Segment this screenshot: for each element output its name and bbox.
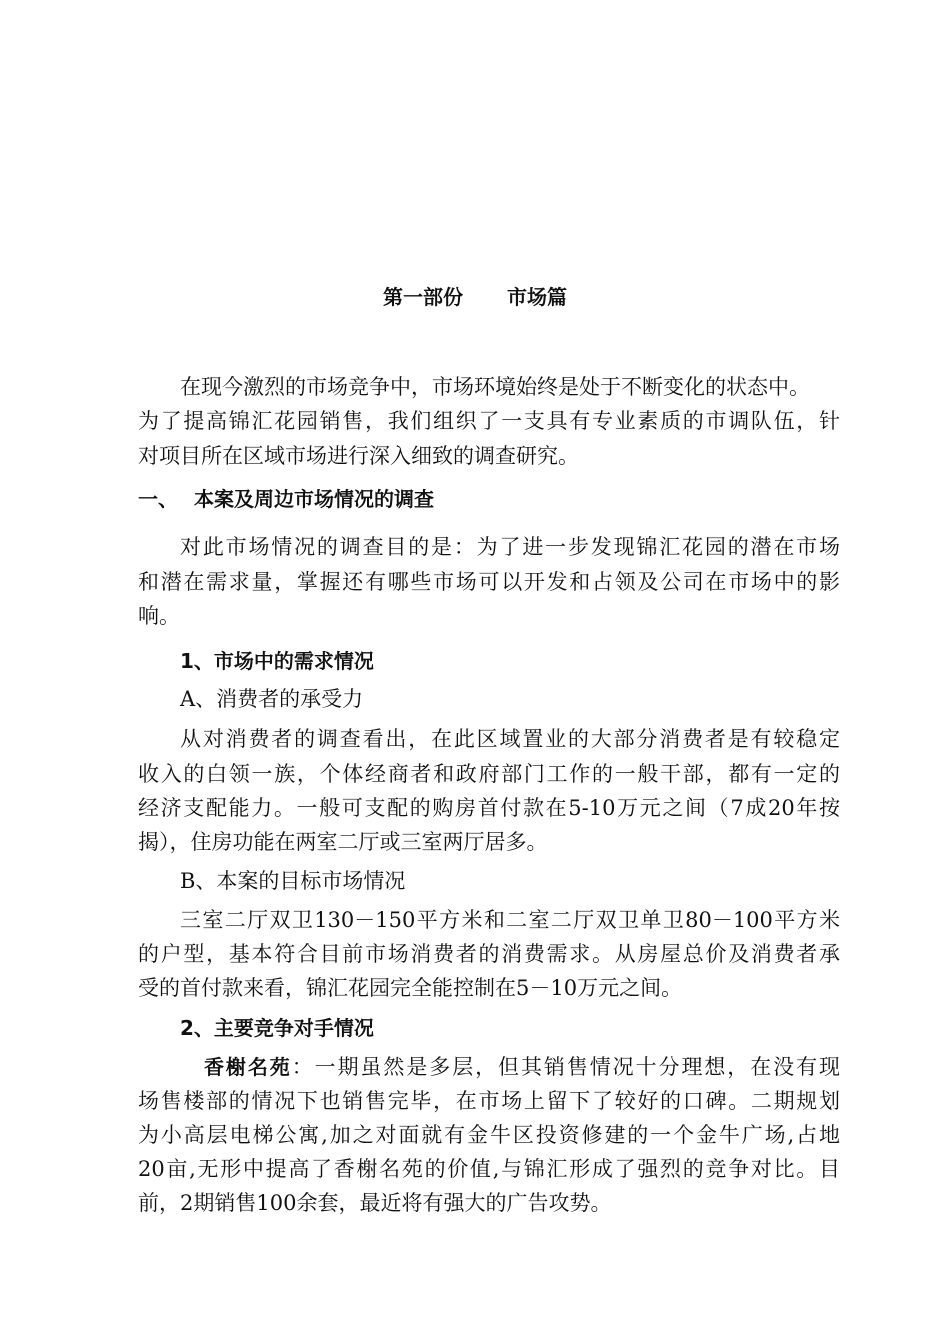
title-name: 市场篇 [507,285,567,309]
sub1-b-line-1: 三室二厅双卫130－150平方米和二室二厅双卫单卫80－100平方米 [180,908,840,932]
sub2-line-1 [204,1050,840,1084]
sub1-b-heading: B、本案的目标市场情况 [180,869,406,893]
sub1-a-line-4: 揭），住房功能在两室二厅或三室两厅居多。 [138,830,548,854]
section1-line-3: 响。 [138,604,180,628]
sub1-a-heading: A、消费者的承受力 [180,687,364,711]
title-part: 第一部份 [383,285,463,309]
sub2-line-3: 为小高层电梯公寓,加之对面就有金牛区投资修建的一个金牛广场,占地 [138,1123,840,1147]
intro-line-1: 在现今激烈的市场竞争中，市场环境始终是处于不断变化的状态中。 [180,375,810,399]
sub2-line-5: 前，2期销售100余套，最近将有强大的广告攻势。 [138,1191,612,1215]
sub1-a-line-2: 收入的白领一族，个体经商者和政府部门工作的一般干部，都有一定的 [138,762,840,786]
page-title [0,282,950,312]
sub1-a-line-1: 从对消费者的调查看出，在此区域置业的大部分消费者是有较稳定 [180,727,840,751]
competitor-name: 香榭名苑 [204,1055,292,1079]
sub2-line-4: 20亩,无形中提高了香榭名苑的价值,与锦汇形成了强烈的竞争对比。目 [138,1157,840,1181]
sub1-b-line-2: 的户型，基本符合目前市场消费者的消费需求。从房屋总价及消费者承 [138,942,840,966]
intro-line-3: 对项目所在区域市场进行深入细致的调查研究。 [138,444,579,468]
sub2-heading: 2、主要竞争对手情况 [180,1016,374,1040]
sub1-b-line-3: 受的首付款来看，锦汇花园完全能控制在5－10万元之间。 [138,976,683,1000]
sub2-line-2: 场售楼部的情况下也销售完毕，在市场上留下了较好的口碑。二期规划 [138,1089,840,1113]
section1-number: 一、 [138,487,178,511]
sub2-line-1-text: ：一期虽然是多层，但其销售情况十分理想，在没有现 [291,1055,841,1079]
sub1-a-line-3: 经济支配能力。一般可支配的购房首付款在5-10万元之间（7成20年按 [138,796,840,820]
intro-line-2: 为了提高锦汇花园销售，我们组织了一支具有专业素质的市调队伍，针 [138,409,840,433]
section1-line-2: 和潜在需求量，掌握还有哪些市场可以开发和占领及公司在市场中的影 [138,570,840,594]
section1-heading: 本案及周边市场情况的调查 [194,487,434,511]
sub1-heading: 1、市场中的需求情况 [180,649,374,673]
section1-line-1: 对此市场情况的调查目的是：为了进一步发现锦汇花园的潜在市场 [180,535,840,559]
